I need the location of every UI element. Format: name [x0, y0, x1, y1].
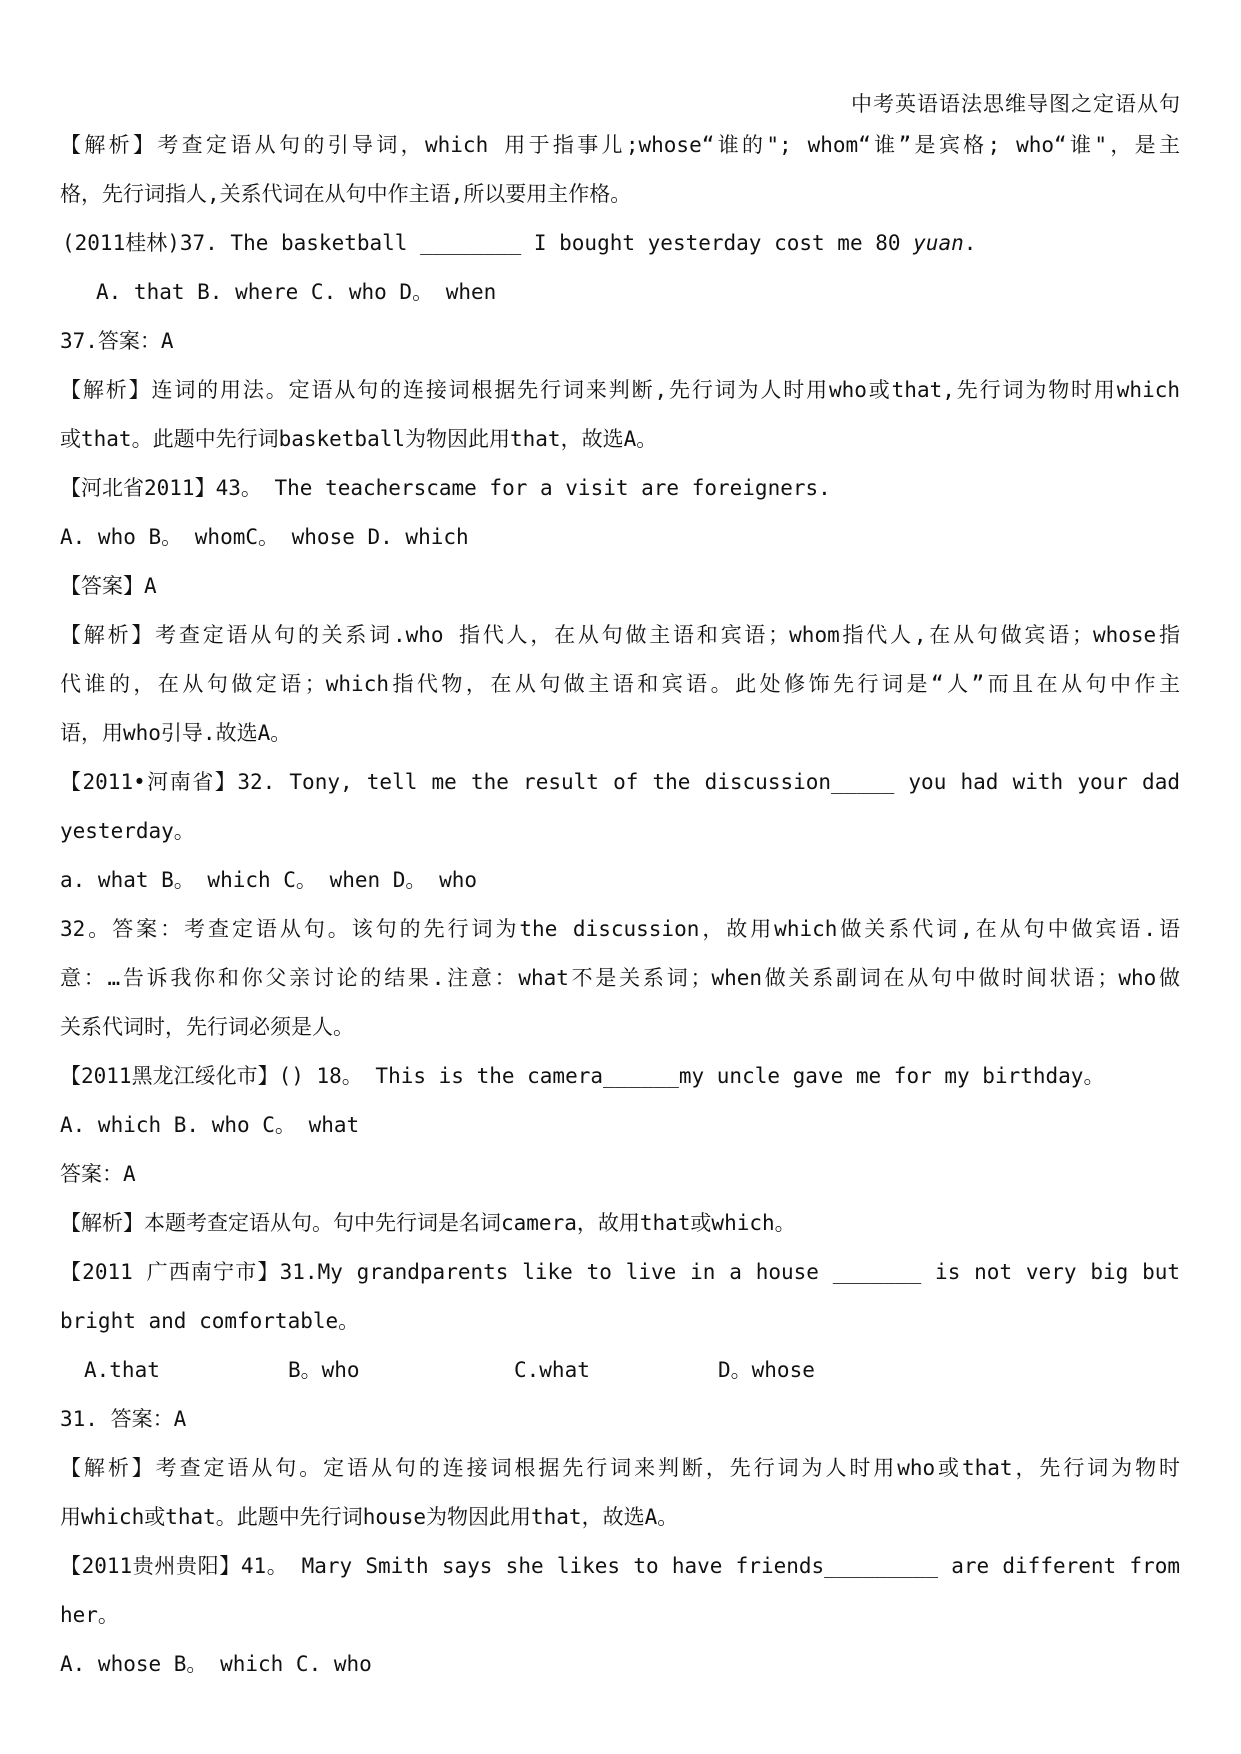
analysis-line: 【解析】考查定语从句。定语从句的连接词根据先行词来判断，先行词为人时用who或that，先行词为物时	[60, 1456, 1180, 1480]
analysis-line: 【解析】连词的用法。定语从句的连接词根据先行词来判断,先行词为人时用who或that,先行词为物时用which	[60, 378, 1180, 402]
answer-line: 【答案】A	[60, 574, 157, 598]
options-line: A. whose B。 which C. who	[60, 1652, 372, 1676]
options-line	[60, 1346, 1180, 1395]
question-text: (2011桂林)37. The basketball ________ I bought yesterday cost me 80	[62, 231, 914, 255]
question-line: 【2011黑龙江绥化市】() 18。 This is the camera______my uncle gave me for my birthday。	[60, 1064, 1105, 1088]
analysis-line: 代谁的，在从句做定语；which指代物，在从句做主语和宾语。此处修饰先行词是“人”而且在从句中作主	[60, 672, 1180, 696]
option-a: A.that	[84, 1358, 160, 1382]
document-body	[60, 121, 1180, 1689]
analysis-line: 【解析】考查定语从句的关系词.who 指代人，在从句做主语和宾语；whom指代人,在从句做宾语；whose指	[60, 623, 1180, 647]
option-c: C.what	[514, 1358, 590, 1382]
analysis-line: 或that。此题中先行词basketball为物因此用that，故选A。	[60, 427, 658, 451]
question-line: 【2011•河南省】32. Tony, tell me the result of the discussion_____ you had with your dad	[60, 770, 1180, 794]
answer-line: 31. 答案：A	[60, 1407, 187, 1431]
question-line: 【2011 广西南宁市】31.My grandparents like to live in a house _______ is not very big but	[60, 1260, 1180, 1284]
question-line: her。	[60, 1603, 119, 1627]
question-line: bright and comfortable。	[60, 1309, 360, 1333]
options-line: A. who B。 whomC。 whose D. which	[60, 525, 469, 549]
answer-line: 关系代词时，先行词必须是人。	[60, 1015, 354, 1039]
page-header: 中考英语语法思维导图之定语从句	[851, 92, 1181, 116]
analysis-line: 格，先行词指人,关系代词在从句中作主语,所以要用主作格。	[60, 182, 632, 206]
answer-line: 答案：A	[60, 1162, 136, 1186]
option-d: D。whose	[718, 1358, 815, 1382]
question-end: .	[963, 231, 977, 255]
answer-line: 37.答案：A	[60, 329, 174, 353]
question-line: yesterday。	[60, 819, 195, 843]
analysis-line: 【解析】本题考查定语从句。句中先行词是名词camera，故用that或which。	[60, 1211, 796, 1235]
italic-word: yuan	[913, 231, 964, 255]
option-b: B。who	[288, 1358, 360, 1382]
question-line	[60, 219, 1180, 268]
answer-line: 32。答案：考查定语从句。该句的先行词为the discussion，故用which做关系代词,在从句中做宾语.语	[60, 917, 1180, 941]
options-line: A. that B. where C. who D。 when	[96, 280, 497, 304]
question-line: 【河北省2011】43。 The teacherscame for a visit are foreigners.	[60, 476, 831, 500]
analysis-line: 语，用who引导.故选A。	[60, 721, 292, 745]
question-line: 【2011贵州贵阳】41。 Mary Smith says she likes to have friends_________ are different from	[60, 1554, 1180, 1578]
options-line: A. which B. who C。 what	[60, 1113, 360, 1137]
answer-line: 意：…告诉我你和你父亲讨论的结果.注意：what不是关系词；when做关系副词在从句中做时间状语；who做	[60, 966, 1180, 990]
analysis-line: 【解析】考查定语从句的引导词，which 用于指事儿;whose“谁的"; whom“谁”是宾格; who“谁"，是主	[60, 133, 1180, 157]
analysis-line: 用which或that。此题中先行词house为物因此用that，故选A。	[60, 1505, 679, 1529]
options-line: a. what B。 which C。 when D。 who	[60, 868, 478, 892]
